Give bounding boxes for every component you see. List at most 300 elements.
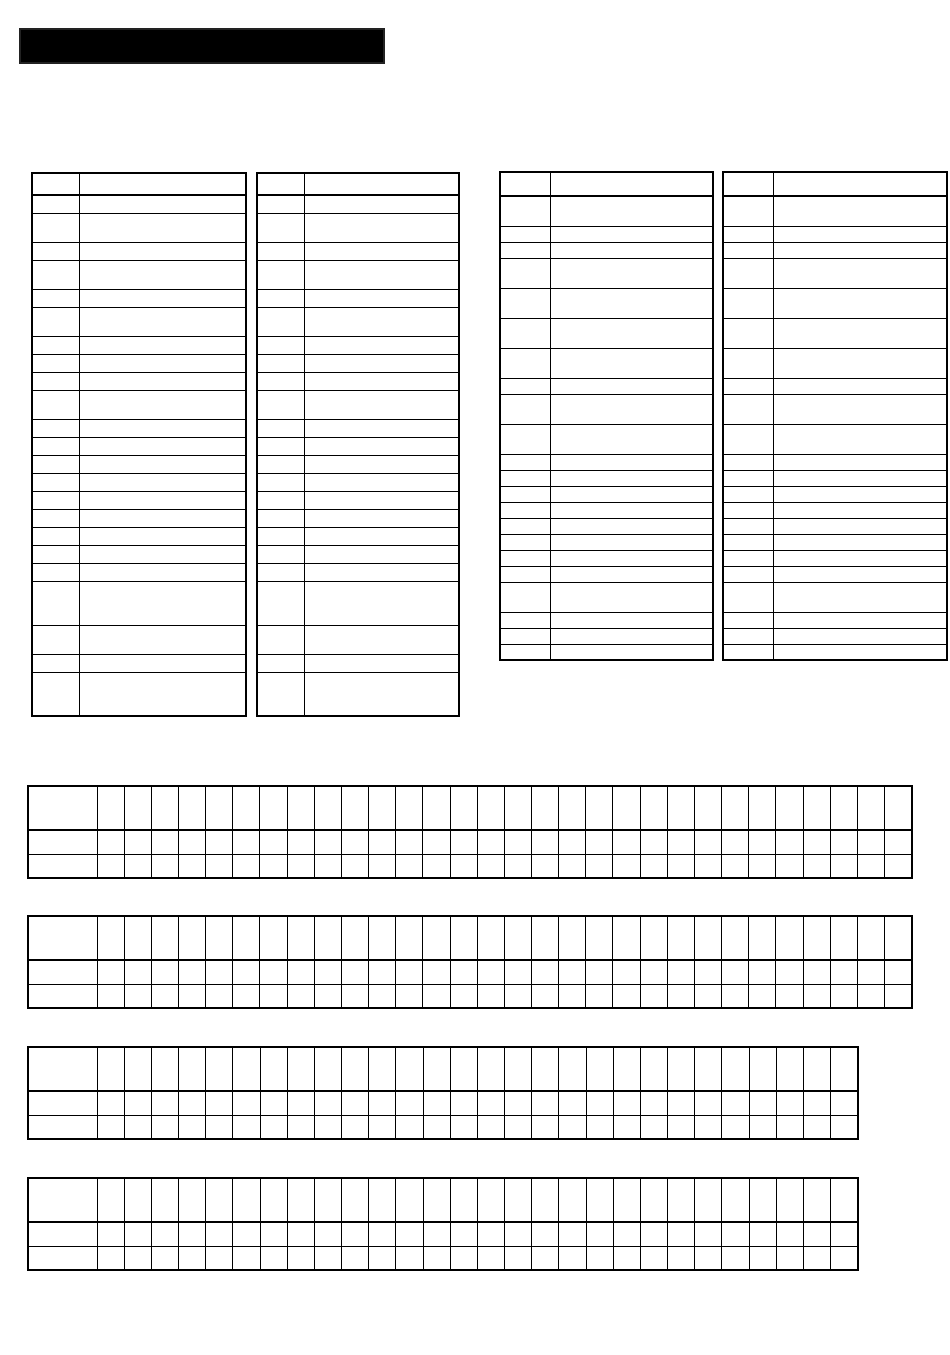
code-cell — [500, 628, 550, 644]
grid-cell — [776, 786, 803, 830]
grid-cell — [532, 1222, 559, 1246]
table-row — [32, 473, 246, 491]
grid-cell — [640, 854, 667, 878]
table-row — [257, 672, 459, 716]
grid-cell — [722, 830, 749, 854]
code-cell — [32, 242, 79, 260]
code-cell — [257, 563, 304, 581]
grid-cell — [776, 1047, 803, 1091]
grid-cell — [314, 854, 341, 878]
grid-cell — [396, 984, 423, 1008]
grid-cell — [396, 1047, 423, 1091]
grid-row — [28, 854, 912, 878]
code-cell — [32, 563, 79, 581]
grid-cell — [803, 916, 830, 960]
description-cell — [773, 242, 947, 258]
description-cell — [79, 509, 246, 527]
grid-cell — [857, 786, 884, 830]
grid-cell — [396, 786, 423, 830]
grid-cell — [206, 830, 233, 854]
table-row — [723, 628, 947, 644]
grid-row-label — [28, 916, 97, 960]
grid-cell — [151, 786, 178, 830]
table-row — [723, 486, 947, 502]
grid-cell — [559, 854, 586, 878]
grid-cell — [396, 1115, 423, 1139]
description-cell — [304, 455, 459, 473]
grid-row-label — [28, 786, 97, 830]
grid-cell — [260, 960, 287, 984]
grid-cell — [423, 984, 450, 1008]
grid-cell — [423, 916, 450, 960]
table-row — [500, 518, 713, 534]
grid-cell — [287, 786, 314, 830]
grid-cell — [477, 1091, 504, 1115]
grid-cell — [694, 984, 721, 1008]
description-cell — [304, 527, 459, 545]
description-cell — [550, 628, 713, 644]
table-row — [500, 454, 713, 470]
table-row — [257, 242, 459, 260]
grid-cell — [504, 960, 531, 984]
grid-cell — [179, 1047, 206, 1091]
table-row — [723, 318, 947, 348]
grid-cell — [667, 916, 694, 960]
grid-cell — [369, 1115, 396, 1139]
grid-cell — [341, 916, 368, 960]
table-row — [32, 260, 246, 289]
table-row — [500, 582, 713, 612]
grid-cell — [369, 1246, 396, 1270]
description-cell — [773, 566, 947, 582]
description-cell — [304, 563, 459, 581]
table-row — [723, 612, 947, 628]
description-cell — [304, 672, 459, 716]
code-cell — [32, 195, 79, 213]
code-cell — [723, 258, 773, 288]
grid-cell — [722, 786, 749, 830]
grid-cell — [206, 960, 233, 984]
grid-cell — [179, 1178, 206, 1222]
grid-cell — [314, 786, 341, 830]
table-row — [32, 195, 246, 213]
grid-cell — [857, 854, 884, 878]
grid-cell — [532, 1178, 559, 1222]
grid-table-1 — [27, 785, 913, 879]
grid-cell — [423, 960, 450, 984]
description-cell — [773, 288, 947, 318]
grid-cell — [206, 786, 233, 830]
grid-cell — [505, 1091, 532, 1115]
grid-cell — [667, 830, 694, 854]
grid-cell — [314, 830, 341, 854]
column-header — [304, 173, 459, 195]
grid-cell — [97, 1091, 124, 1115]
grid-row — [28, 830, 912, 854]
table-row — [257, 354, 459, 372]
grid-cell — [124, 786, 151, 830]
grid-cell — [151, 1222, 178, 1246]
grid-cell — [857, 830, 884, 854]
grid-cell — [776, 1115, 803, 1139]
grid-cell — [831, 1246, 858, 1270]
code-cell — [723, 394, 773, 424]
grid-cell — [178, 854, 205, 878]
description-cell — [773, 628, 947, 644]
grid-cell — [151, 1115, 178, 1139]
table-row — [500, 502, 713, 518]
grid-cell — [830, 786, 857, 830]
table-row — [723, 226, 947, 242]
grid-cell — [97, 1115, 124, 1139]
page-title — [19, 28, 385, 64]
grid-cell — [206, 854, 233, 878]
description-cell — [550, 242, 713, 258]
grid-cell — [423, 1115, 450, 1139]
table-row — [32, 545, 246, 563]
grid-cell — [369, 1222, 396, 1246]
grid-cell — [151, 1091, 178, 1115]
description-cell — [773, 394, 947, 424]
grid-cell — [668, 1246, 695, 1270]
table-row — [32, 289, 246, 307]
description-cell — [304, 625, 459, 654]
code-cell — [500, 394, 550, 424]
description-cell — [304, 213, 459, 242]
code-cell — [500, 378, 550, 394]
grid-cell — [233, 786, 260, 830]
grid-cell — [749, 830, 776, 854]
grid-cell — [505, 1178, 532, 1222]
table-row — [723, 196, 947, 226]
code-table-3 — [499, 171, 714, 661]
grid-cell — [640, 1091, 667, 1115]
grid-cell — [477, 830, 504, 854]
code-cell — [500, 518, 550, 534]
grid-cell — [668, 1222, 695, 1246]
description-cell — [550, 534, 713, 550]
grid-cell — [124, 1115, 151, 1139]
grid-cell — [178, 916, 205, 960]
table-row — [723, 454, 947, 470]
grid-cell — [722, 1047, 749, 1091]
code-cell — [500, 226, 550, 242]
grid-cell — [151, 960, 178, 984]
grid-cell — [640, 1047, 667, 1091]
grid-cell — [505, 1246, 532, 1270]
code-cell — [500, 612, 550, 628]
grid-cell — [803, 1047, 830, 1091]
grid-cell — [233, 1115, 260, 1139]
code-cell — [32, 455, 79, 473]
code-cell — [500, 348, 550, 378]
grid-cell — [857, 960, 884, 984]
table-row — [257, 419, 459, 437]
grid-cell — [206, 916, 233, 960]
grid-cell — [586, 1246, 613, 1270]
grid-cell — [586, 984, 613, 1008]
grid-cell — [749, 1246, 776, 1270]
code-cell — [257, 509, 304, 527]
grid-cell — [613, 786, 640, 830]
grid-cell — [423, 1246, 450, 1270]
description-cell — [79, 354, 246, 372]
grid-cell — [314, 984, 341, 1008]
grid-cell — [694, 830, 721, 854]
grid-cell — [206, 1091, 233, 1115]
grid-cell — [640, 1178, 667, 1222]
description-cell — [79, 336, 246, 354]
code-cell — [257, 419, 304, 437]
grid-cell — [885, 854, 912, 878]
code-cell — [257, 473, 304, 491]
grid-row-label — [28, 830, 97, 854]
grid-cell — [151, 1246, 178, 1270]
grid-cell — [314, 1115, 341, 1139]
grid-cell — [640, 786, 667, 830]
grid-cell — [613, 830, 640, 854]
code-cell — [500, 454, 550, 470]
grid-cell — [97, 1178, 124, 1222]
table-row — [500, 318, 713, 348]
grid-cell — [396, 1222, 423, 1246]
grid-cell — [667, 984, 694, 1008]
grid-cell — [749, 1222, 776, 1246]
grid-table-4 — [27, 1177, 859, 1271]
table-row — [500, 644, 713, 660]
code-cell — [32, 473, 79, 491]
description-cell — [79, 545, 246, 563]
code-cell — [723, 502, 773, 518]
code-cell — [723, 566, 773, 582]
table-row — [32, 654, 246, 672]
description-cell — [79, 672, 246, 716]
grid-cell — [613, 984, 640, 1008]
table-row — [32, 491, 246, 509]
grid-cell — [695, 1222, 722, 1246]
description-cell — [550, 318, 713, 348]
table-row — [32, 509, 246, 527]
description-cell — [773, 258, 947, 288]
grid-cell — [396, 960, 423, 984]
code-cell — [723, 582, 773, 612]
table-row — [32, 336, 246, 354]
grid-cell — [233, 1047, 260, 1091]
description-cell — [773, 612, 947, 628]
grid-cell — [342, 1246, 369, 1270]
description-cell — [304, 195, 459, 213]
grid-cell — [287, 1091, 314, 1115]
grid-cell — [668, 1178, 695, 1222]
grid-cell — [695, 1246, 722, 1270]
grid-cell — [206, 984, 233, 1008]
description-cell — [304, 491, 459, 509]
grid-cell — [559, 1246, 586, 1270]
description-cell — [773, 378, 947, 394]
code-cell — [32, 527, 79, 545]
description-cell — [79, 307, 246, 336]
grid-cell — [857, 984, 884, 1008]
code-cell — [723, 518, 773, 534]
description-cell — [550, 424, 713, 454]
table-row — [723, 518, 947, 534]
grid-cell — [885, 916, 912, 960]
grid-cell — [233, 916, 260, 960]
table-row — [723, 424, 947, 454]
description-cell — [304, 260, 459, 289]
code-cell — [723, 644, 773, 660]
grid-cell — [477, 786, 504, 830]
grid-cell — [369, 830, 396, 854]
table-header-row — [32, 173, 246, 195]
grid-cell — [749, 786, 776, 830]
grid-cell — [97, 786, 124, 830]
grid-cell — [124, 960, 151, 984]
grid-cell — [640, 984, 667, 1008]
grid-cell — [423, 1178, 450, 1222]
code-cell — [32, 390, 79, 419]
description-cell — [304, 654, 459, 672]
table-row — [723, 258, 947, 288]
code-cell — [500, 258, 550, 288]
grid-cell — [857, 916, 884, 960]
code-cell — [500, 242, 550, 258]
table-body — [32, 173, 246, 716]
grid-cell — [179, 1091, 206, 1115]
grid-cell — [803, 830, 830, 854]
grid-cell — [260, 1178, 287, 1222]
grid-cell — [694, 786, 721, 830]
grid-cell — [124, 854, 151, 878]
code-cell — [32, 354, 79, 372]
grid-cell — [722, 1115, 749, 1139]
grid-cell — [260, 916, 287, 960]
grid-cell — [423, 854, 450, 878]
grid-cell — [314, 1178, 341, 1222]
grid-cell — [613, 916, 640, 960]
grid-cell — [586, 1115, 613, 1139]
grid-cell — [97, 984, 124, 1008]
table-row — [32, 354, 246, 372]
code-cell — [257, 437, 304, 455]
grid-cell — [559, 1047, 586, 1091]
grid-cell — [776, 854, 803, 878]
grid-header-row — [28, 1047, 858, 1091]
code-cell — [257, 260, 304, 289]
grid-cell — [694, 854, 721, 878]
grid-cell — [613, 1115, 640, 1139]
grid-cell — [396, 1246, 423, 1270]
grid-cell — [831, 1091, 858, 1115]
grid-cell — [450, 786, 477, 830]
table-row — [257, 437, 459, 455]
grid-cell — [803, 1246, 830, 1270]
grid-cell — [423, 1091, 450, 1115]
grid-cell — [450, 830, 477, 854]
code-cell — [500, 566, 550, 582]
table-row — [257, 654, 459, 672]
grid-cell — [287, 1222, 314, 1246]
description-cell — [304, 354, 459, 372]
grid-row-label — [28, 1178, 97, 1222]
code-cell — [500, 644, 550, 660]
grid-cell — [287, 960, 314, 984]
grid-cell — [831, 1047, 858, 1091]
description-cell — [773, 226, 947, 242]
grid-cell — [776, 1222, 803, 1246]
description-cell — [79, 563, 246, 581]
grid-cell — [803, 1115, 830, 1139]
grid-cell — [749, 1178, 776, 1222]
grid-cell — [776, 984, 803, 1008]
grid-cell — [423, 1222, 450, 1246]
grid-cell — [450, 1091, 477, 1115]
code-cell — [257, 654, 304, 672]
grid-cell — [749, 1115, 776, 1139]
table-row — [257, 195, 459, 213]
grid-cell — [314, 960, 341, 984]
grid-row-label — [28, 1115, 97, 1139]
code-cell — [500, 318, 550, 348]
description-cell — [550, 258, 713, 288]
table-row — [723, 550, 947, 566]
description-cell — [773, 582, 947, 612]
grid-cell — [586, 1178, 613, 1222]
grid-cell — [559, 1091, 586, 1115]
description-cell — [773, 318, 947, 348]
code-cell — [32, 372, 79, 390]
table-row — [257, 336, 459, 354]
grid-cell — [803, 1091, 830, 1115]
grid-cell — [532, 1115, 559, 1139]
grid-cell — [423, 1047, 450, 1091]
grid-cell — [342, 1178, 369, 1222]
table-header-row — [257, 173, 459, 195]
table-row — [257, 213, 459, 242]
description-cell — [304, 581, 459, 625]
description-cell — [773, 644, 947, 660]
grid-cell — [341, 984, 368, 1008]
description-cell — [773, 502, 947, 518]
grid-cell — [694, 960, 721, 984]
grid-cell — [423, 786, 450, 830]
table-row — [500, 242, 713, 258]
grid-cell — [668, 1091, 695, 1115]
grid-cell — [233, 854, 260, 878]
code-cell — [32, 437, 79, 455]
grid-cell — [722, 1246, 749, 1270]
grid-cell — [803, 786, 830, 830]
code-cell — [257, 455, 304, 473]
description-cell — [79, 260, 246, 289]
table-row — [257, 390, 459, 419]
grid-cell — [287, 1246, 314, 1270]
grid-cell — [749, 960, 776, 984]
code-cell — [257, 672, 304, 716]
description-cell — [773, 534, 947, 550]
grid-cell — [151, 830, 178, 854]
grid-cell — [532, 984, 559, 1008]
description-cell — [79, 195, 246, 213]
description-cell — [79, 491, 246, 509]
grid-cell — [477, 1178, 504, 1222]
grid-cell — [532, 1246, 559, 1270]
grid-cell — [722, 916, 749, 960]
grid-cell — [342, 1222, 369, 1246]
grid-cell — [450, 1115, 477, 1139]
grid-cell — [396, 1178, 423, 1222]
grid-cell — [369, 854, 396, 878]
